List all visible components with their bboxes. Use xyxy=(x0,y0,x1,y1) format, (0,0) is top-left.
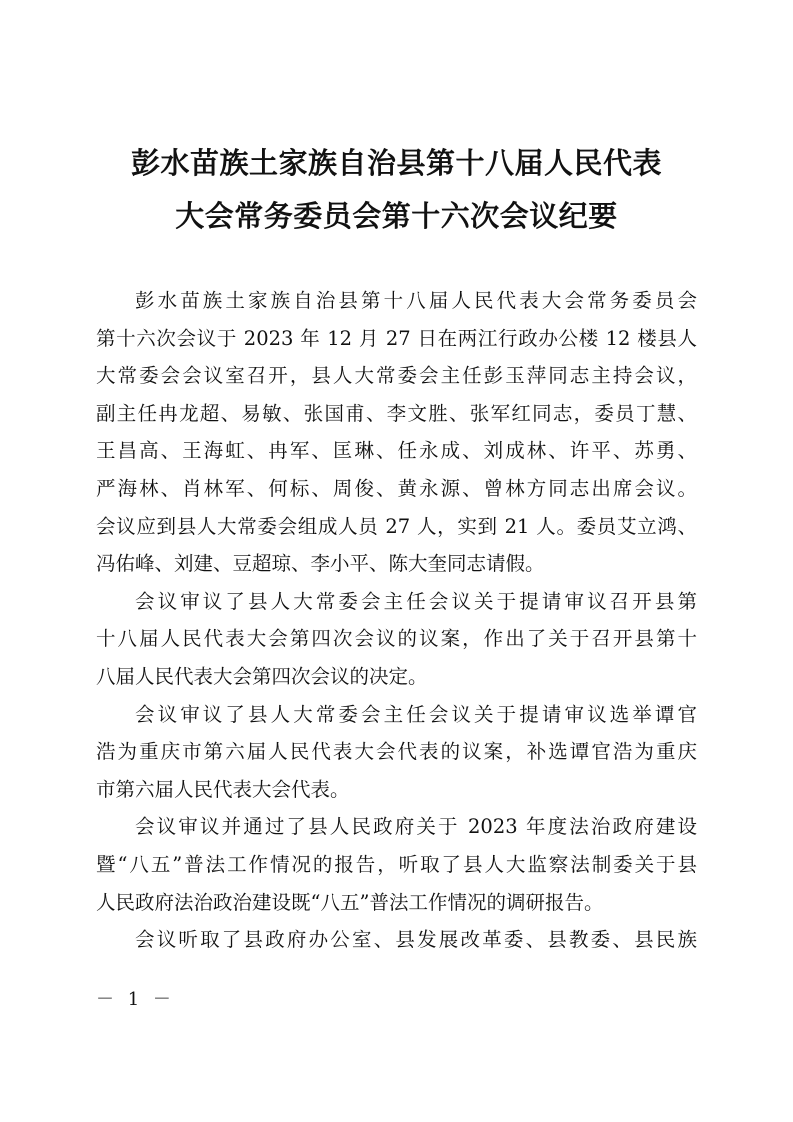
text-line: 严海林、肖林军、何标、周俊、黄永源、曾林方同志出席会议。 xyxy=(96,476,697,500)
text-line: 市第六届人民代表大会代表。 xyxy=(96,777,350,801)
paragraph-rule-of-law-report xyxy=(96,808,697,921)
text-line: 冯佑峰、刘建、豆超琼、李小平、陈大奎同志请假。 xyxy=(96,552,545,576)
document-title-line-1: 彭水苗族土家族自治县第十八届人民代表 xyxy=(130,146,662,180)
text-line: 会议应到县人大常委会组成人员 27 人，实到 21 人。委员艾立鸿、 xyxy=(96,514,697,538)
paragraph-attendance xyxy=(96,282,697,583)
text-line: 大常委会会议室召开，县人大常委会主任彭玉萍同志主持会议， xyxy=(96,364,697,388)
text-line: 暨“八五”普法工作情况的报告，听取了县人大监察法制委关于县 xyxy=(96,852,697,876)
text-line: 十八届人民代表大会第四次会议的议案，作出了关于召开县第十 xyxy=(96,627,697,651)
text-line: 副主任冉龙超、易敏、张国甫、李文胜、张军红同志，委员丁慧、 xyxy=(96,401,697,425)
text-line: 会议审议了县人大常委会主任会议关于提请审议召开县第 xyxy=(135,589,697,613)
text-line: 浩为重庆市第六届人民代表大会代表的议案，补选谭官浩为重庆 xyxy=(96,740,697,764)
text-line: 会议听取了县政府办公室、县发展改革委、县教委、县民族 xyxy=(135,928,697,952)
paragraph-deputy-election xyxy=(96,696,697,809)
text-line: 第十六次会议于 2023 年 12 月 27 日在两江行政办公楼 12 楼县人 xyxy=(96,326,697,350)
paragraph-congress-session xyxy=(96,583,697,696)
document-body xyxy=(96,282,697,959)
text-line: 会议审议并通过了县人民政府关于 2023 年度法治政府建设 xyxy=(135,815,697,839)
text-line: 人民政府法治政治建设既“八五”普法工作情况的调研报告。 xyxy=(96,890,604,914)
text-line: 八届人民代表大会第四次会议的决定。 xyxy=(96,664,428,688)
text-line: 会议审议了县人大常委会主任会议关于提请审议选举谭官 xyxy=(135,702,697,726)
text-line: 彭水苗族土家族自治县第十八届人民代表大会常务委员会 xyxy=(135,289,697,312)
paragraph-department-reports xyxy=(96,921,697,959)
page-number: － 1 － xyxy=(96,989,175,1010)
document-title-line-2: 大会常务委员会第十六次会议纪要 xyxy=(175,199,618,233)
text-line: 王昌高、王海虹、冉军、匡琳、任永成、刘成林、许平、苏勇、 xyxy=(96,439,697,463)
